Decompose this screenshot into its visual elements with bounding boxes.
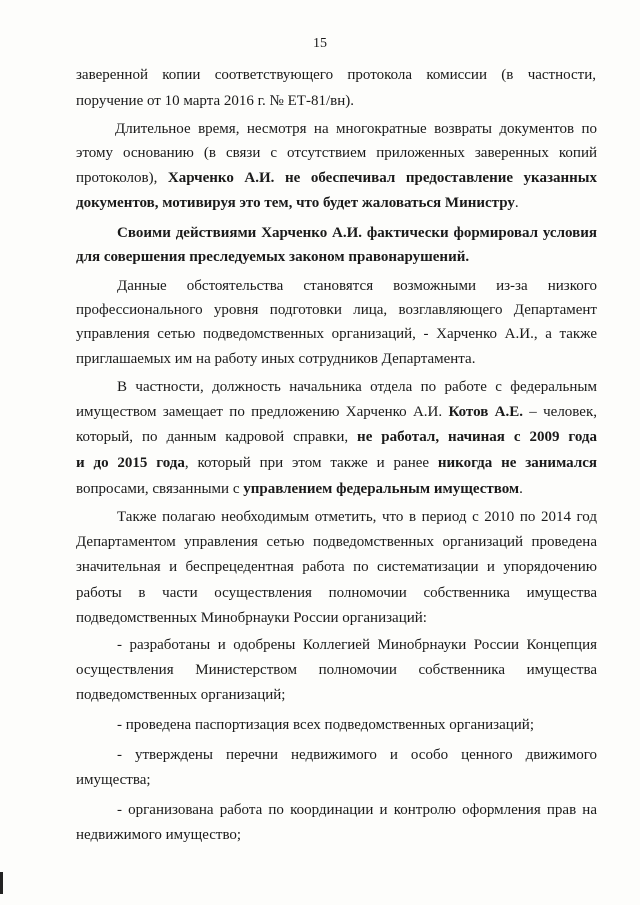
text-run: имуществом замещает по предложению Харченко А.И. xyxy=(76,404,449,420)
scan-edge-mark xyxy=(0,872,3,894)
text-line xyxy=(76,66,596,84)
text-line xyxy=(76,454,597,472)
bold-text-run: документов, мотивируя это тем, что будет жаловаться Министру xyxy=(76,195,515,211)
text-run: работы в части осуществления полномочии собственника имущества xyxy=(76,585,597,601)
text-line xyxy=(76,533,597,551)
text-line xyxy=(76,403,597,421)
text-line xyxy=(76,428,597,446)
bold-text-run: Котов А.Е. xyxy=(448,404,523,420)
text-run: подведомственных организаций; xyxy=(76,687,286,703)
text-run: поручение от 10 марта 2016 г. № ЕТ-81/вн). xyxy=(76,93,354,109)
text-line xyxy=(76,558,597,576)
text-line xyxy=(76,325,597,343)
text-line xyxy=(76,301,597,319)
text-line xyxy=(76,350,597,368)
text-run: Длительное время, несмотря на многократные возвраты документов по xyxy=(115,121,597,137)
bold-text-run: Харченко А.И. не обеспечивал предоставление указанных xyxy=(167,170,597,186)
text-line xyxy=(117,508,597,526)
text-line xyxy=(117,378,597,396)
text-line xyxy=(117,224,597,242)
bold-text-run: управлением федеральным имуществом xyxy=(243,481,520,497)
text-line xyxy=(117,716,597,734)
text-line xyxy=(76,248,597,266)
text-line xyxy=(76,169,597,187)
text-line xyxy=(117,746,597,764)
text-line xyxy=(117,277,597,295)
text-line xyxy=(76,609,597,627)
text-line xyxy=(76,686,597,704)
text-run: - утверждены перечни недвижимого и особо ценного движимого xyxy=(117,747,597,763)
text-run: имущества; xyxy=(76,772,151,788)
text-line xyxy=(117,636,597,654)
text-run: - разработаны и одобрены Коллегией Минобрнауки России Концепция xyxy=(117,637,597,653)
text-run: Данные обстоятельства становятся возможными из-за низкого xyxy=(117,278,597,294)
text-run: недвижимого имущество; xyxy=(76,827,242,843)
text-line xyxy=(115,120,597,138)
text-run: который, по данным кадровой справки, xyxy=(76,429,358,445)
text-run: профессионального уровня подготовки лица, возглавляющего Департамент xyxy=(76,302,597,318)
text-line xyxy=(76,661,597,679)
text-line xyxy=(76,771,597,789)
text-run: осуществления Министерством полномочии собственника имущества xyxy=(76,662,597,678)
text-run: - организована работа по координации и контролю оформления прав на xyxy=(117,802,597,818)
text-line xyxy=(76,480,597,498)
text-run: подведомственных Минобрнауки России организаций: xyxy=(76,610,427,626)
text-run: – человек, xyxy=(522,404,597,420)
text-run: заверенной копии соответствующего протокола комиссии (в частности, xyxy=(76,67,596,83)
text-run: вопросами, связанными с xyxy=(76,481,244,497)
text-run: В частности, должность начальника отдела по работе с федеральным xyxy=(117,379,597,395)
text-run: . xyxy=(519,481,523,497)
bold-text-run: Своими действиями Харченко А.И. фактически формировал условия xyxy=(117,225,597,241)
text-run: . xyxy=(514,195,519,211)
text-run: , который при этом также и ранее xyxy=(184,455,438,471)
bold-text-run: никогда не занимался xyxy=(437,455,598,471)
text-line xyxy=(76,92,596,110)
text-line xyxy=(76,826,597,844)
text-line xyxy=(76,194,597,212)
text-run: этому основанию (в связи с отсутствием приложенных заверенных копий xyxy=(76,145,597,161)
bold-text-run: и до 2015 года xyxy=(76,455,185,471)
text-line xyxy=(76,144,597,162)
text-line xyxy=(76,584,597,602)
bold-text-run: не работал, начиная с 2009 года xyxy=(357,429,597,445)
text-line xyxy=(117,801,597,819)
text-run: Департаментом управления сетью подведомственных организаций проведена xyxy=(76,534,597,550)
page-number: 15 xyxy=(313,36,327,51)
text-run: значительная и беспрецедентная работа по систематизации и упорядочению xyxy=(76,559,597,575)
text-run: протоколов), xyxy=(76,170,168,186)
bold-text-run: для совершения преследуемых законом правонарушений. xyxy=(76,249,470,265)
text-run: - проведена паспортизация всех подведомственных организаций; xyxy=(117,717,535,733)
text-run: приглашаемых им на работу иных сотрудников Департамента. xyxy=(76,351,476,367)
text-run: управления сетью подведомственных организаций, - Харченко А.И., а также xyxy=(76,326,597,342)
text-run: Также полагаю необходимым отметить, что в период с 2010 по 2014 год xyxy=(117,509,597,525)
